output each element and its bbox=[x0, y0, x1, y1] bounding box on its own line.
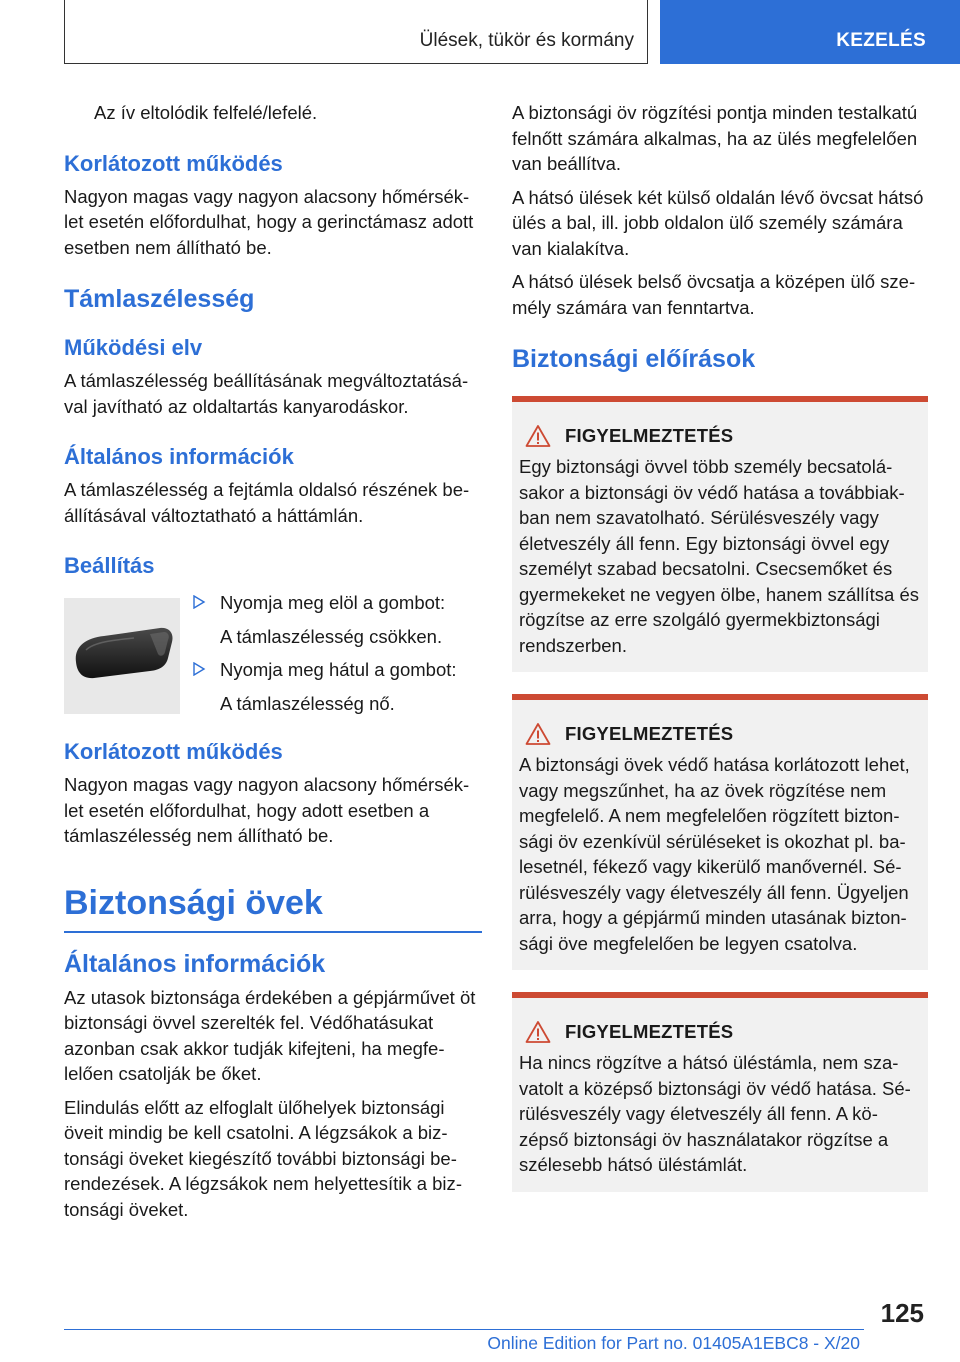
edition-footer: Online Edition for Part no. 01405A1EBC8 - X/20 bbox=[487, 1333, 860, 1353]
general-info-text-2b: Elindulás előtt az elfoglalt ülőhelyek biztonsági öveit mindig be kell csatolni. A légzsákok a biztonsági öveket kiegészítő további biztonsági berendezések. A légzsákok nem helyettesítik a biztonsági öveket. bbox=[64, 1096, 462, 1220]
step-item bbox=[192, 657, 482, 683]
setting-block bbox=[64, 590, 482, 714]
outer-buckle-text: A hátsó ülések két külső oldalán lévő övcsat hátsó ülés a bal, ill. jobb oldalon ülő személy számára van kialakítva. bbox=[512, 186, 924, 259]
limited-operation-heading: Korlátozott működés bbox=[64, 150, 283, 176]
setting-heading: Beállítás bbox=[64, 553, 155, 578]
general-info-text-2a: Az utasok biztonsága érdekében a gépjárművet öt biztonsági övvel szerelték fel. Védőhatásukat azonban csak akkor tudják kifejteni, ha megfelelően csatolják be őket. bbox=[64, 986, 476, 1084]
right-column bbox=[512, 100, 928, 1214]
limited-operation-text-2: Nagyon magas vagy nagyon alacsony hőmérséklet esetén előfordulhat, hogy adott esetben a támlaszélesség nem állítható be. bbox=[64, 774, 470, 846]
backrest-width-button-image bbox=[64, 598, 180, 714]
warning-box bbox=[512, 694, 928, 970]
chapter-tab-label: KEZELÉS bbox=[836, 30, 926, 51]
left-column bbox=[64, 100, 482, 1230]
footer-divider bbox=[64, 1329, 864, 1330]
seat-belts-heading: Biztonsági övek bbox=[64, 883, 482, 933]
general-info-text: A támlaszélesség a fejtámla oldalsó részének beállításával változtatható a háttámlán. bbox=[64, 479, 470, 526]
step-action: Nyomja meg hátul a gombot: bbox=[220, 659, 457, 680]
intro-text: Az ív eltolódik felfelé/lefelé. bbox=[94, 102, 318, 123]
chapter-tab[interactable] bbox=[660, 0, 960, 64]
warning-text: Ha nincs rögzítve a hátsó üléstámla, nem szavatolt a középső biztonsági öv védő hatása. Sérülésveszély vagy életveszély áll fenn. A középső biztonsági öv használatakor rögzítse a szélesebb hátsó üléstámlát. bbox=[519, 1052, 911, 1175]
section-title: Ülések, tükör és kormány bbox=[419, 30, 634, 51]
warning-title: FIGYELMEZTETÉS bbox=[565, 1021, 734, 1042]
step-result: A támlaszélesség csökken. bbox=[220, 625, 443, 647]
warning-triangle-icon bbox=[525, 1020, 551, 1044]
backrest-width-heading: Támlaszélesség bbox=[64, 285, 255, 313]
page-number: 125 bbox=[880, 1298, 924, 1328]
principle-text: A támlaszélesség beállításának megváltoztatásával javítható az oldaltartás kanyarodáskor. bbox=[64, 370, 469, 417]
general-info-heading: Általános információk bbox=[64, 444, 294, 469]
anchor-text: A biztonsági öv rögzítési pontja minden testalkatú felnőtt számára alkalmas, ha az ülés megfelelően van beállítva. bbox=[512, 102, 918, 174]
warning-text: A biztonsági övek védő hatása korlátozott lehet, vagy megszűnhet, ha az övek rögzítése nem megfelelő. A nem megfelelően rögzített biztonsági öv ezenkívül sérüléseket is okozhat pl. balesetnél, fékező vagy kikerülő manővernél. Sérülésveszély vagy életveszély áll fenn. Ügyeljen arra, hogy a gépjármű minden utasának biztonsági öve megfelelően be legyen csatolva. bbox=[519, 754, 910, 954]
warning-box bbox=[512, 396, 928, 672]
safety-rules-heading: Biztonsági előírások bbox=[512, 345, 756, 373]
step-result: A támlaszélesség nő. bbox=[220, 692, 395, 714]
warning-box bbox=[512, 992, 928, 1192]
principle-heading: Működési elv bbox=[64, 335, 203, 360]
warning-triangle-icon bbox=[525, 722, 551, 746]
warning-title: FIGYELMEZTETÉS bbox=[565, 425, 734, 446]
steps-list bbox=[192, 590, 482, 724]
step-item bbox=[192, 590, 482, 616]
limited-operation-text: Nagyon magas vagy nagyon alacsony hőmérséklet esetén előfordulhat, hogy a gerinctámasz adott esetben nem állítható be. bbox=[64, 185, 474, 258]
step-arrow-icon bbox=[192, 595, 206, 609]
warning-title: FIGYELMEZTETÉS bbox=[565, 723, 734, 744]
general-info-heading-2: Általános információk bbox=[64, 949, 326, 978]
warning-text: Egy biztonsági övvel több személy becsatolásakor a biztonsági öv védő hatása a továbbiakban nem szavatolható. Sérülésveszély vagy életveszély áll fenn. Egy biztonsági övvel egy személyt szabad becsatolni. Csecsemőket és gyermekeket ne vegyen ölbe, hanem szállítsa és rögzítse az erre szolgáló gyermekbiztonsági rendszerben. bbox=[519, 456, 920, 656]
limited-operation-heading-2: Korlátozott működés bbox=[64, 739, 283, 764]
inner-buckle-text: A hátsó ülések belső övcsatja a középen ülő személy számára van fenntartva. bbox=[512, 271, 916, 318]
warning-triangle-icon bbox=[525, 424, 551, 448]
step-arrow-icon bbox=[192, 662, 206, 676]
step-action: Nyomja meg elöl a gombot: bbox=[220, 592, 446, 613]
